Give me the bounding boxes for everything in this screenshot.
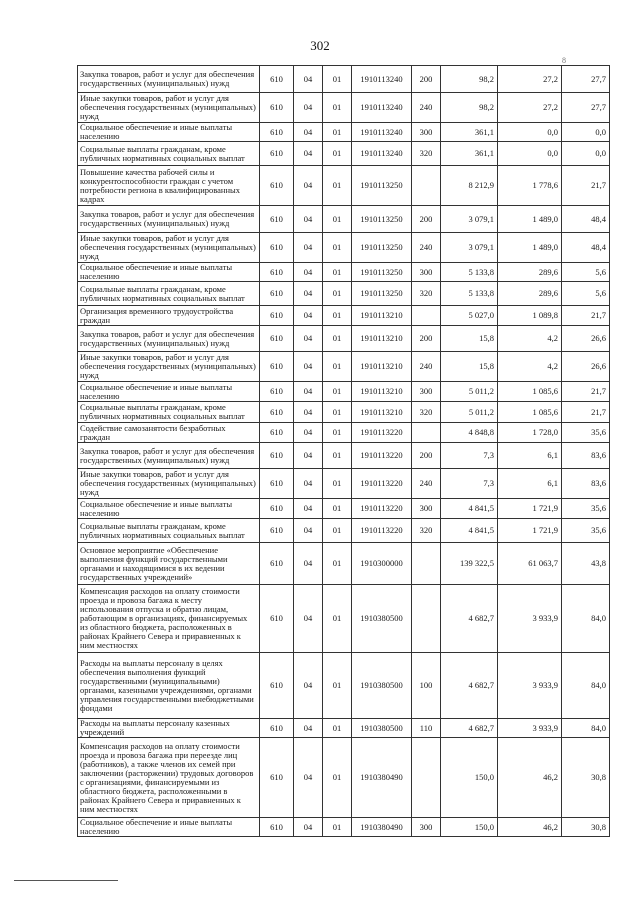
cell-plan: 98,2 <box>441 93 498 123</box>
cell-ved: 610 <box>260 499 294 519</box>
cell-section: 04 <box>294 142 323 166</box>
cell-ved: 610 <box>260 233 294 263</box>
cell-subsection: 01 <box>323 142 352 166</box>
table-row <box>78 306 610 326</box>
cell-section: 04 <box>294 282 323 306</box>
cell-ved: 610 <box>260 306 294 326</box>
cell-target-article: 1910113250 <box>352 263 412 282</box>
cell-executed: 3 933,9 <box>498 585 562 653</box>
cell-ved: 610 <box>260 326 294 352</box>
cell-ved: 610 <box>260 382 294 402</box>
cell-percent: 48,4 <box>562 233 610 263</box>
cell-subsection: 01 <box>323 653 352 719</box>
cell-section: 04 <box>294 66 323 93</box>
cell-expense-type: 300 <box>412 382 441 402</box>
cell-executed: 3 933,9 <box>498 653 562 719</box>
row-name: Социальные выплаты гражданам, кроме публичных нормативных социальных выплат <box>78 402 260 423</box>
cell-percent: 0,0 <box>562 142 610 166</box>
cell-target-article: 1910380490 <box>352 738 412 818</box>
table-row <box>78 66 610 93</box>
cell-plan: 139 322,5 <box>441 543 498 585</box>
cell-ved: 610 <box>260 719 294 738</box>
cell-percent: 27,7 <box>562 66 610 93</box>
cell-section: 04 <box>294 306 323 326</box>
cell-percent: 84,0 <box>562 585 610 653</box>
cell-expense-type: 200 <box>412 326 441 352</box>
cell-section: 04 <box>294 166 323 206</box>
cell-target-article: 1910113210 <box>352 326 412 352</box>
cell-section: 04 <box>294 443 323 469</box>
cell-target-article: 1910113240 <box>352 66 412 93</box>
row-name: Социальные выплаты гражданам, кроме публичных нормативных социальных выплат <box>78 142 260 166</box>
cell-expense-type: 240 <box>412 469 441 499</box>
cell-expense-type <box>412 306 441 326</box>
cell-plan: 5 133,8 <box>441 282 498 306</box>
cell-executed: 46,2 <box>498 738 562 818</box>
cell-plan: 5 027,0 <box>441 306 498 326</box>
row-name: Социальные выплаты гражданам, кроме публичных нормативных социальных выплат <box>78 519 260 543</box>
cell-ved: 610 <box>260 142 294 166</box>
cell-section: 04 <box>294 469 323 499</box>
table-row <box>78 142 610 166</box>
cell-ved: 610 <box>260 423 294 443</box>
row-name: Организация временного трудоустройства граждан <box>78 306 260 326</box>
row-name: Компенсация расходов на оплату стоимости проезда и провоза багажа к месту использования отпуска и обратно лицам, работающим в организациях, финансируемых из областного бюджета, расположенных в районах Крайнего Севера и приравненных к ним местностях <box>78 585 260 653</box>
cell-percent: 30,8 <box>562 818 610 837</box>
cell-target-article: 1910113240 <box>352 142 412 166</box>
cell-expense-type: 300 <box>412 818 441 837</box>
cell-target-article: 1910113220 <box>352 519 412 543</box>
cell-target-article: 1910113210 <box>352 306 412 326</box>
cell-subsection: 01 <box>323 469 352 499</box>
cell-plan: 4 682,7 <box>441 585 498 653</box>
cell-target-article: 1910113210 <box>352 352 412 382</box>
cell-target-article: 1910380500 <box>352 719 412 738</box>
cell-plan: 7,3 <box>441 469 498 499</box>
cell-ved: 610 <box>260 93 294 123</box>
cell-percent: 21,7 <box>562 306 610 326</box>
cell-subsection: 01 <box>323 543 352 585</box>
table-row <box>78 543 610 585</box>
cell-executed: 0,0 <box>498 142 562 166</box>
cell-percent: 21,7 <box>562 382 610 402</box>
cell-target-article: 1910113220 <box>352 443 412 469</box>
cell-executed: 289,6 <box>498 282 562 306</box>
cell-subsection: 01 <box>323 233 352 263</box>
cell-target-article: 1910113220 <box>352 423 412 443</box>
cell-percent: 26,6 <box>562 352 610 382</box>
cell-subsection: 01 <box>323 66 352 93</box>
cell-ved: 610 <box>260 352 294 382</box>
table-row <box>78 93 610 123</box>
cell-plan: 5 011,2 <box>441 382 498 402</box>
cell-section: 04 <box>294 352 323 382</box>
cell-percent: 5,6 <box>562 282 610 306</box>
row-name: Социальное обеспечение и иные выплаты населению <box>78 123 260 142</box>
cell-executed: 46,2 <box>498 818 562 837</box>
cell-executed: 6,1 <box>498 469 562 499</box>
cell-plan: 4 682,7 <box>441 653 498 719</box>
cell-section: 04 <box>294 326 323 352</box>
cell-subsection: 01 <box>323 818 352 837</box>
cell-section: 04 <box>294 519 323 543</box>
row-name: Основное мероприятие «Обеспечение выполнения функций государственными органами и находящимися в их ведении государственных учреждений» <box>78 543 260 585</box>
cell-subsection: 01 <box>323 206 352 233</box>
table-row <box>78 166 610 206</box>
cell-section: 04 <box>294 263 323 282</box>
table-row <box>78 719 610 738</box>
table-row <box>78 352 610 382</box>
cell-expense-type: 200 <box>412 443 441 469</box>
cell-section: 04 <box>294 233 323 263</box>
cell-section: 04 <box>294 543 323 585</box>
row-name: Иные закупки товаров, работ и услуг для обеспечения государственных (муниципальных) нужд <box>78 93 260 123</box>
cell-executed: 1 721,9 <box>498 499 562 519</box>
cell-subsection: 01 <box>323 263 352 282</box>
cell-expense-type: 200 <box>412 206 441 233</box>
cell-expense-type: 300 <box>412 123 441 142</box>
row-name: Иные закупки товаров, работ и услуг для обеспечения государственных (муниципальных) нужд <box>78 469 260 499</box>
cell-ved: 610 <box>260 206 294 233</box>
cell-percent: 83,6 <box>562 443 610 469</box>
table-row <box>78 123 610 142</box>
table-row <box>78 443 610 469</box>
row-name: Социальное обеспечение и иные выплаты населению <box>78 382 260 402</box>
cell-expense-type <box>412 166 441 206</box>
page-number: 302 <box>310 38 330 53</box>
cell-plan: 4 848,8 <box>441 423 498 443</box>
cell-percent: 35,6 <box>562 519 610 543</box>
cell-ved: 610 <box>260 469 294 499</box>
cell-expense-type <box>412 585 441 653</box>
cell-subsection: 01 <box>323 123 352 142</box>
table-row <box>78 653 610 719</box>
cell-ved: 610 <box>260 263 294 282</box>
cell-expense-type: 320 <box>412 142 441 166</box>
cell-expense-type: 300 <box>412 263 441 282</box>
row-name: Содействие самозанятости безработных граждан <box>78 423 260 443</box>
cell-executed: 27,2 <box>498 66 562 93</box>
cell-plan: 150,0 <box>441 818 498 837</box>
row-name: Иные закупки товаров, работ и услуг для обеспечения государственных (муниципальных) нужд <box>78 233 260 263</box>
cell-target-article: 1910113240 <box>352 93 412 123</box>
cell-plan: 7,3 <box>441 443 498 469</box>
cell-section: 04 <box>294 499 323 519</box>
cell-ved: 610 <box>260 443 294 469</box>
cell-expense-type: 320 <box>412 519 441 543</box>
cell-subsection: 01 <box>323 352 352 382</box>
cell-expense-type: 240 <box>412 93 441 123</box>
cell-section: 04 <box>294 818 323 837</box>
cell-expense-type: 240 <box>412 352 441 382</box>
cell-section: 04 <box>294 382 323 402</box>
cell-target-article: 1910300000 <box>352 543 412 585</box>
cell-executed: 1 778,6 <box>498 166 562 206</box>
corner-mark: 8 <box>562 56 566 65</box>
cell-executed: 4,2 <box>498 352 562 382</box>
cell-plan: 5 133,8 <box>441 263 498 282</box>
cell-expense-type: 300 <box>412 499 441 519</box>
row-name: Закупка товаров, работ и услуг для обеспечения государственных (муниципальных) нужд <box>78 326 260 352</box>
row-name: Социальное обеспечение и иные выплаты населению <box>78 263 260 282</box>
cell-percent: 21,7 <box>562 166 610 206</box>
table-row <box>78 326 610 352</box>
cell-percent: 5,6 <box>562 263 610 282</box>
cell-percent: 84,0 <box>562 653 610 719</box>
cell-percent: 0,0 <box>562 123 610 142</box>
cell-plan: 4 841,5 <box>441 519 498 543</box>
cell-executed: 61 063,7 <box>498 543 562 585</box>
table-row <box>78 206 610 233</box>
cell-percent: 30,8 <box>562 738 610 818</box>
table-row <box>78 585 610 653</box>
cell-target-article: 1910113250 <box>352 166 412 206</box>
cell-executed: 1 721,9 <box>498 519 562 543</box>
cell-ved: 610 <box>260 585 294 653</box>
cell-target-article: 1910113240 <box>352 123 412 142</box>
cell-subsection: 01 <box>323 166 352 206</box>
row-name: Компенсация расходов на оплату стоимости проезда и провоза багажа при переезде лиц (работников), а также членов их семей при заключении (расторжении) трудовых договоров с организациями, финансируемыми из областного бюджета, расположенными в районах Крайнего Севера и приравненных к ним местностях <box>78 738 260 818</box>
row-name: Расходы на выплаты персоналу в целях обеспечения выполнения функций государственными (муниципальными) органами, казенными учреждениями, органами управления государственными внебюджетными фондами <box>78 653 260 719</box>
cell-target-article: 1910113250 <box>352 206 412 233</box>
cell-subsection: 01 <box>323 738 352 818</box>
cell-expense-type <box>412 423 441 443</box>
row-name: Закупка товаров, работ и услуг для обеспечения государственных (муниципальных) нужд <box>78 66 260 93</box>
cell-executed: 27,2 <box>498 93 562 123</box>
table-row <box>78 423 610 443</box>
cell-executed: 4,2 <box>498 326 562 352</box>
cell-plan: 3 079,1 <box>441 233 498 263</box>
cell-target-article: 1910113250 <box>352 282 412 306</box>
cell-percent: 21,7 <box>562 402 610 423</box>
cell-target-article: 1910113220 <box>352 469 412 499</box>
row-name: Социальные выплаты гражданам, кроме публичных нормативных социальных выплат <box>78 282 260 306</box>
table-body <box>78 66 610 837</box>
cell-subsection: 01 <box>323 585 352 653</box>
cell-ved: 610 <box>260 66 294 93</box>
cell-plan: 361,1 <box>441 123 498 142</box>
cell-plan: 4 682,7 <box>441 719 498 738</box>
table-row <box>78 382 610 402</box>
cell-expense-type: 110 <box>412 719 441 738</box>
cell-executed: 1 089,8 <box>498 306 562 326</box>
cell-section: 04 <box>294 206 323 233</box>
cell-expense-type: 320 <box>412 402 441 423</box>
cell-plan: 150,0 <box>441 738 498 818</box>
cell-ved: 610 <box>260 166 294 206</box>
cell-ved: 610 <box>260 738 294 818</box>
cell-executed: 1 728,0 <box>498 423 562 443</box>
row-name: Повышение качества рабочей силы и конкурентоспособности граждан с учетом потребности региона в квалифицированных кадрах <box>78 166 260 206</box>
table-row <box>78 263 610 282</box>
cell-executed: 1 489,0 <box>498 233 562 263</box>
cell-target-article: 1910113220 <box>352 499 412 519</box>
cell-section: 04 <box>294 93 323 123</box>
cell-percent: 43,8 <box>562 543 610 585</box>
cell-subsection: 01 <box>323 93 352 123</box>
cell-section: 04 <box>294 653 323 719</box>
row-name: Закупка товаров, работ и услуг для обеспечения государственных (муниципальных) нужд <box>78 443 260 469</box>
table-row <box>78 519 610 543</box>
table-row <box>78 233 610 263</box>
cell-ved: 610 <box>260 653 294 719</box>
cell-percent: 83,6 <box>562 469 610 499</box>
cell-percent: 35,6 <box>562 423 610 443</box>
row-name: Социальное обеспечение и иные выплаты населению <box>78 818 260 837</box>
cell-executed: 6,1 <box>498 443 562 469</box>
cell-ved: 610 <box>260 543 294 585</box>
footnote-rule <box>14 880 118 881</box>
table-row <box>78 738 610 818</box>
cell-percent: 27,7 <box>562 93 610 123</box>
cell-plan: 4 841,5 <box>441 499 498 519</box>
cell-target-article: 1910113250 <box>352 233 412 263</box>
cell-target-article: 1910380490 <box>352 818 412 837</box>
cell-ved: 610 <box>260 519 294 543</box>
cell-plan: 3 079,1 <box>441 206 498 233</box>
cell-subsection: 01 <box>323 719 352 738</box>
table-row <box>78 282 610 306</box>
cell-section: 04 <box>294 123 323 142</box>
table-row <box>78 402 610 423</box>
cell-subsection: 01 <box>323 402 352 423</box>
cell-subsection: 01 <box>323 443 352 469</box>
cell-percent: 35,6 <box>562 499 610 519</box>
budget-table <box>77 65 610 837</box>
cell-plan: 15,8 <box>441 352 498 382</box>
cell-expense-type: 100 <box>412 653 441 719</box>
cell-section: 04 <box>294 423 323 443</box>
cell-subsection: 01 <box>323 423 352 443</box>
cell-executed: 1 085,6 <box>498 402 562 423</box>
cell-target-article: 1910113210 <box>352 382 412 402</box>
cell-ved: 610 <box>260 818 294 837</box>
cell-expense-type <box>412 543 441 585</box>
row-name: Расходы на выплаты персоналу казенных учреждений <box>78 719 260 738</box>
cell-section: 04 <box>294 585 323 653</box>
cell-subsection: 01 <box>323 306 352 326</box>
cell-ved: 610 <box>260 123 294 142</box>
cell-target-article: 1910380500 <box>352 653 412 719</box>
cell-plan: 98,2 <box>441 66 498 93</box>
cell-expense-type <box>412 738 441 818</box>
cell-subsection: 01 <box>323 382 352 402</box>
row-name: Социальное обеспечение и иные выплаты населению <box>78 499 260 519</box>
cell-target-article: 1910113210 <box>352 402 412 423</box>
cell-subsection: 01 <box>323 519 352 543</box>
cell-percent: 26,6 <box>562 326 610 352</box>
table-row <box>78 818 610 837</box>
row-name: Закупка товаров, работ и услуг для обеспечения государственных (муниципальных) нужд <box>78 206 260 233</box>
cell-section: 04 <box>294 738 323 818</box>
cell-executed: 1 489,0 <box>498 206 562 233</box>
table-row <box>78 469 610 499</box>
cell-expense-type: 320 <box>412 282 441 306</box>
cell-plan: 5 011,2 <box>441 402 498 423</box>
cell-subsection: 01 <box>323 282 352 306</box>
cell-percent: 84,0 <box>562 719 610 738</box>
cell-executed: 0,0 <box>498 123 562 142</box>
cell-plan: 8 212,9 <box>441 166 498 206</box>
cell-ved: 610 <box>260 282 294 306</box>
cell-executed: 1 085,6 <box>498 382 562 402</box>
cell-executed: 289,6 <box>498 263 562 282</box>
row-name: Иные закупки товаров, работ и услуг для обеспечения государственных (муниципальных) нужд <box>78 352 260 382</box>
cell-percent: 48,4 <box>562 206 610 233</box>
cell-plan: 361,1 <box>441 142 498 166</box>
cell-ved: 610 <box>260 402 294 423</box>
cell-plan: 15,8 <box>441 326 498 352</box>
cell-subsection: 01 <box>323 326 352 352</box>
table-row <box>78 499 610 519</box>
cell-subsection: 01 <box>323 499 352 519</box>
cell-expense-type: 200 <box>412 66 441 93</box>
cell-section: 04 <box>294 402 323 423</box>
cell-expense-type: 240 <box>412 233 441 263</box>
cell-target-article: 1910380500 <box>352 585 412 653</box>
cell-section: 04 <box>294 719 323 738</box>
cell-executed: 3 933,9 <box>498 719 562 738</box>
